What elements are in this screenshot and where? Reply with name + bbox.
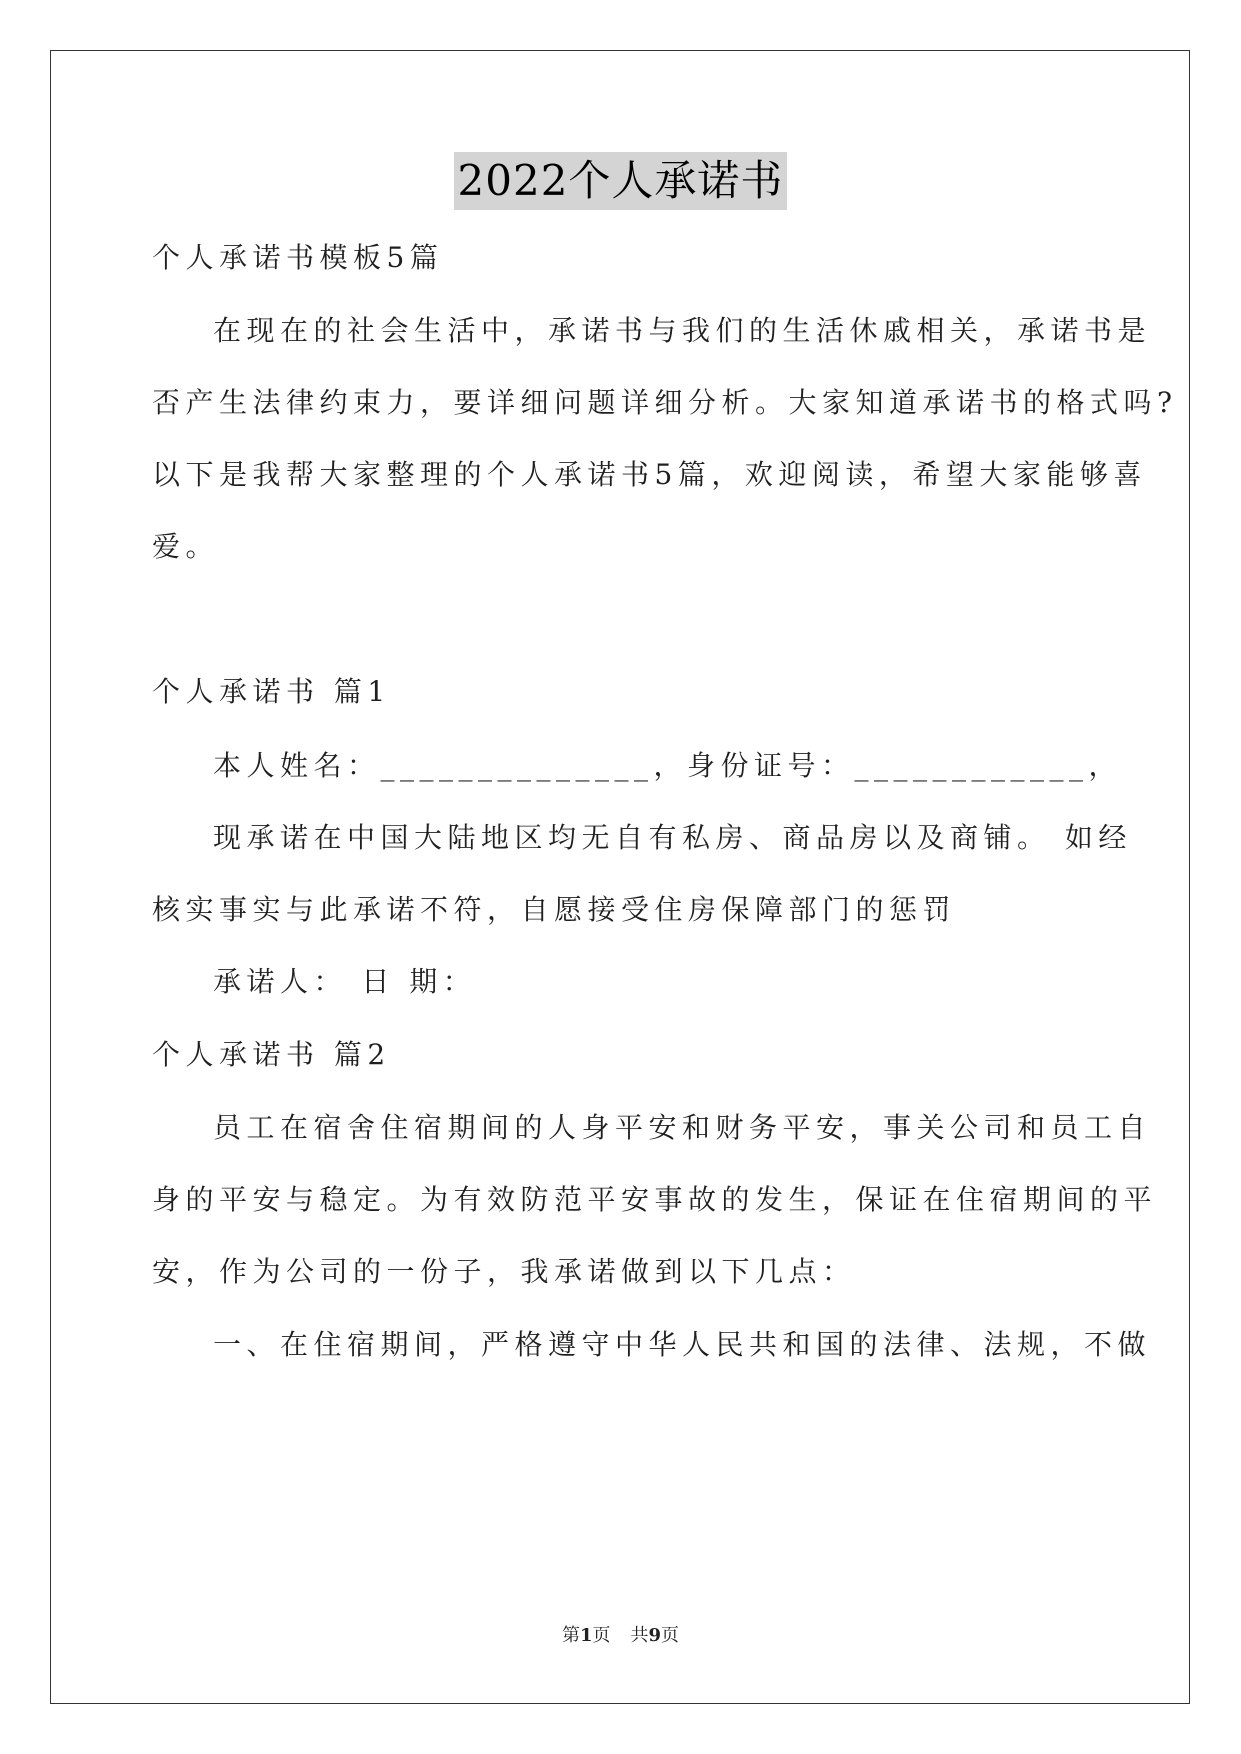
paragraph-line: 爱。: [152, 530, 220, 563]
paragraph-line: 安，作为公司的一份子，我承诺做到以下几点：: [152, 1255, 856, 1288]
paragraph-line: 员工在宿舍住宿期间的人身平安和财务平安，事关公司和员工自: [213, 1111, 1152, 1144]
paragraph-line: 以下是我帮大家整理的个人承诺书5篇，欢迎阅读，希望大家能够喜: [152, 458, 1147, 491]
subtitle: 个人承诺书模板5篇: [152, 241, 444, 274]
footer-total-suffix: 页: [661, 1625, 680, 1646]
title-container: [0, 152, 1241, 210]
section-heading-1: 个人承诺书 篇1: [152, 675, 391, 708]
footer-total-prefix: 共: [630, 1625, 649, 1646]
paragraph-line: 否产生法律约束力，要详细问题详细分析。大家知道承诺书的格式吗?: [152, 386, 1178, 419]
paragraph-line: 在现在的社会生活中，承诺书与我们的生活休戚相关，承诺书是: [213, 314, 1152, 347]
document-title: 2022个人承诺书: [454, 152, 788, 210]
paragraph-line: 现承诺在中国大陆地区均无自有私房、商品房以及商铺。 如经: [213, 821, 1132, 854]
paragraph-line: 身的平安与稳定。为有效防范平安事故的发生，保证在住宿期间的平: [152, 1183, 1158, 1216]
signature-line: 承诺人： 日 期：: [213, 965, 477, 998]
paragraph-line: 核实事实与此承诺不符，自愿接受住房保障部门的惩罚: [152, 893, 957, 926]
section-heading-2: 个人承诺书 篇2: [152, 1038, 391, 1071]
footer-current-page: 1: [579, 1625, 593, 1646]
footer-page-mid: 页: [592, 1625, 611, 1646]
footer-total-pages: 9: [648, 1625, 662, 1646]
footer-page-prefix: 第: [561, 1625, 580, 1646]
page-footer: [0, 1624, 1241, 1648]
paragraph-line: 一、在住宿期间，严格遵守中华人民共和国的法律、法规，不做: [213, 1328, 1152, 1361]
form-line-name-id: 本人姓名：______________，身份证号：____________，: [213, 749, 1123, 782]
page-border: [50, 50, 1190, 1704]
